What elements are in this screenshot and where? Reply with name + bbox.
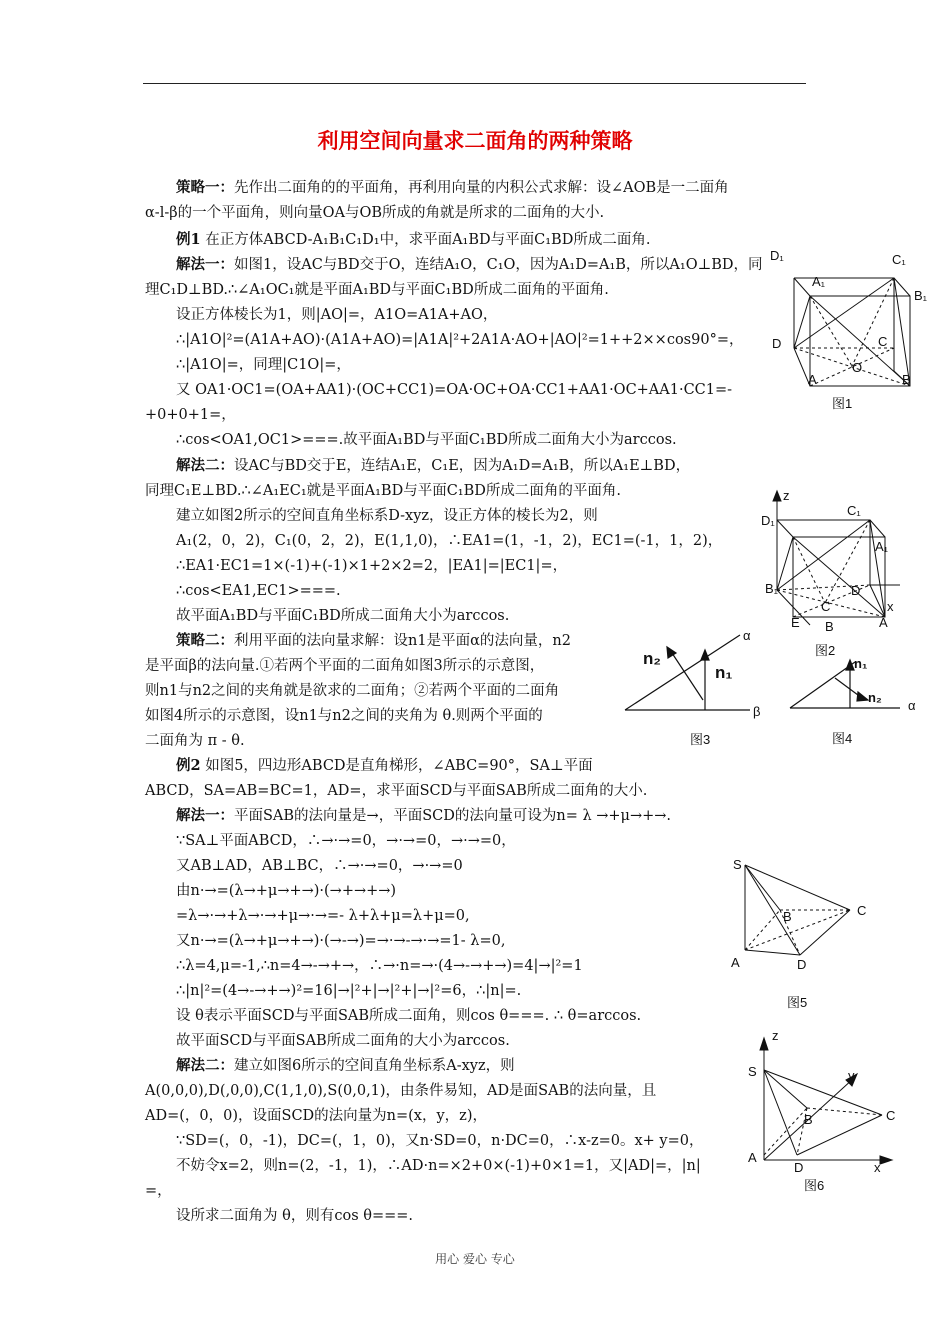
- figure-label: x: [874, 1160, 881, 1175]
- figure-label: B: [902, 372, 911, 387]
- figure-6: [742, 1030, 912, 1200]
- line-text: A₁(2，0，2)，C₁(0，2，2)，E(1,1,0)，∴EA1=(1，-1，2)，EC1=(-1，1，2)，: [176, 533, 723, 549]
- text-line: [176, 906, 470, 926]
- figure-label: B: [825, 619, 834, 634]
- figure-label: B: [804, 1112, 813, 1127]
- line-text: 平面SAB的法向量是→，平面SCD的法向量可设为n= λ →+μ→+→.: [234, 808, 672, 824]
- text-line: [176, 831, 516, 851]
- line-text: 二面角为 π - θ.: [145, 733, 245, 749]
- figure-5: [725, 855, 885, 1015]
- line-text: 设所求二面角为 θ，则有cos θ===.: [176, 1208, 414, 1224]
- text-line: [176, 178, 729, 198]
- figure-label: C: [857, 903, 867, 918]
- figure-label: A₁: [875, 539, 889, 554]
- figure-label: D₁: [761, 513, 775, 528]
- text-line: [176, 581, 341, 601]
- line-text: 利用平面的法向量求解：设n1是平面α的法向量，n2: [234, 633, 571, 649]
- line-text: ∵SD=(，0，-1)，DC=(，1，0)，又n·SD=0，n·DC=0，∴x-z=0。x+ y=0，: [176, 1133, 704, 1149]
- line-lead: 例1: [176, 231, 201, 248]
- page-footer: 用心 爱心 专心: [435, 1252, 515, 1266]
- figure-4-caption: 图4: [832, 731, 853, 746]
- line-lead: 解法一：: [176, 807, 234, 824]
- text-line: [176, 330, 743, 350]
- page-title: 利用空间向量求二面角的两种策略: [317, 129, 633, 153]
- line-text: 设正方体棱长为1，则|AO|=，A1O=A1A+AO，: [176, 307, 498, 323]
- line-text: 又 OA1·OC1=(OA+AA1)·(OC+CC1)=OA·OC+OA·CC1+AA1·OC+AA1·CC1=-: [176, 382, 733, 398]
- figure-label: D: [797, 957, 807, 972]
- text-line: [176, 1156, 701, 1176]
- line-text: +0+0+1=，: [145, 407, 236, 423]
- figure-label: O: [852, 360, 863, 375]
- line-text: 如图5，四边形ABCD是直角梯形，∠ABC=90°，SA⊥平面: [205, 758, 593, 774]
- text-line: [176, 1131, 704, 1151]
- figure-1: [770, 248, 930, 413]
- line-lead: 解法二：: [176, 1057, 234, 1074]
- line-lead: 例2: [176, 757, 201, 774]
- figure-label: E: [791, 615, 800, 630]
- line-text: =λ→·→+λ→·→+μ→·→=- λ+λ+μ=λ+μ=0,: [176, 908, 470, 924]
- line-text: 由n·→=(λ→+μ→+→)·(→+→+→): [176, 883, 397, 899]
- text-line: [145, 405, 236, 425]
- figure-label: A₁: [812, 274, 826, 289]
- line-text: 同理C₁E⊥BD.∴∠A₁EC₁就是平面A₁BD与平面C₁BD所成二面角的平面角.: [145, 483, 622, 499]
- line-text: 故平面A₁BD与平面C₁BD所成二面角大小为arccos.: [176, 608, 510, 624]
- text-line: [176, 931, 505, 951]
- figure-label: B₁: [765, 581, 779, 596]
- line-lead: 解法一：: [176, 256, 234, 273]
- figure-label: C: [886, 1108, 896, 1123]
- figure-4: [780, 650, 930, 750]
- figure-6-caption: 图6: [804, 1178, 825, 1193]
- figure-3: [615, 620, 765, 750]
- text-line: [176, 1206, 413, 1226]
- line-text: 在正方体ABCD-A₁B₁C₁D₁中，求平面A₁BD与平面C₁BD所成二面角.: [205, 232, 651, 248]
- line-text: 建立如图6所示的空间直角坐标系A-xyz，则: [234, 1058, 515, 1074]
- figure-label: D: [772, 336, 782, 351]
- figure-1-caption: 图1: [832, 396, 853, 411]
- figure-label: C₁: [892, 252, 906, 267]
- header-rule: [143, 83, 806, 84]
- figure-label: n₂: [643, 649, 661, 668]
- figure-label: C₁: [847, 503, 861, 518]
- line-text: α-l-β的一个平面角，则向量OA与OB所成的角就是所求的二面角的大小.: [145, 205, 605, 221]
- text-line: [176, 856, 463, 876]
- line-text: 则n1与n2之间的夹角就是欲求的二面角；②若两个平面的二面角: [145, 683, 560, 699]
- line-text: AD=(，0，0)，设面SCD的法向量为n=(x，y，z)，: [145, 1108, 487, 1124]
- line-lead: 解法二：: [176, 457, 234, 474]
- line-text: ∴EA1·EC1=1×(-1)+(-1)×1+2×2=2，|EA1|=|EC1|=，: [176, 558, 568, 574]
- text-line: [176, 956, 583, 976]
- figure-label: A: [731, 955, 740, 970]
- text-line: [145, 1181, 172, 1201]
- line-text: ∴cos<EA1,EC1>===.: [176, 583, 341, 599]
- text-line: [145, 1106, 487, 1126]
- text-line: [176, 380, 732, 400]
- text-line: [145, 1081, 656, 1101]
- figure-label: A: [748, 1150, 757, 1165]
- line-text: ∴|A1O|=，同理|C1O|=，: [176, 357, 351, 373]
- figure-label: n₁: [854, 656, 868, 671]
- figure-label: n₂: [868, 690, 882, 705]
- line-lead: 策略二：: [176, 632, 234, 649]
- text-line: [176, 631, 571, 651]
- line-text: 不妨令x=2，则n=(2，-1，1)，∴AD·n=×2+0×(-1)+0×1=1，又|AD|=，|n|: [176, 1158, 701, 1174]
- line-text: 如图1，设AC与BD交于O，连结A₁O，C₁O，因为A₁D=A₁B，所以A₁O⊥BD，同: [234, 257, 763, 273]
- text-line: [176, 756, 593, 776]
- figure-3-caption: 图3: [690, 732, 711, 747]
- text-line: [176, 430, 677, 450]
- line-text: ∴|A1O|²=(A1A+AO)·(A1A+AO)=|A1A|²+2A1A·AO+|AO|²=1++2××cos90°=，: [176, 332, 744, 348]
- text-line: [176, 255, 763, 275]
- line-text: ∵SA⊥平面ABCD，∴→·→=0，→·→=0，→·→=0，: [176, 833, 516, 849]
- text-line: [176, 981, 521, 1001]
- figure-label: B: [783, 909, 792, 924]
- text-line: [145, 781, 647, 801]
- figure-label: z: [772, 1028, 779, 1043]
- line-text: 设AC与BD交于E，连结A₁E，C₁E，因为A₁D=A₁B，所以A₁E⊥BD，: [234, 458, 691, 474]
- figure-label: B₁: [914, 288, 928, 303]
- text-line: [176, 456, 690, 476]
- text-line: [176, 305, 497, 325]
- text-line: [176, 881, 396, 901]
- figure-label: D: [851, 583, 861, 598]
- figure-label: α: [908, 698, 916, 713]
- line-text: 又n·→=(λ→+μ→+→)·(→-→)=→·→-→·→=1- λ=0,: [176, 933, 506, 949]
- figure-2-caption: 图2: [815, 643, 836, 658]
- figure-4-labels: [854, 656, 916, 713]
- text-line: [176, 1031, 510, 1051]
- text-line: [176, 230, 650, 250]
- line-text: 又AB⊥AD，AB⊥BC，∴→·→=0，→·→=0: [176, 858, 463, 874]
- figure-2: [755, 485, 935, 665]
- line-text: ABCD，SA=AB=BC=1，AD=，求平面SCD与平面SAB所成二面角的大小.: [145, 783, 648, 799]
- text-line: [145, 656, 544, 676]
- figure-label: n₁: [715, 663, 733, 682]
- line-text: ∴λ=4,μ=-1,∴n=4→-→+→，∴→·n=→·(4→-→+→)=4|→|²=1: [176, 958, 583, 974]
- text-line: [176, 531, 722, 551]
- figure-label: y: [848, 1068, 855, 1083]
- figure-label: D: [794, 1160, 804, 1175]
- figure-label: z: [783, 488, 790, 503]
- text-line: [176, 806, 671, 826]
- line-text: 设 θ表示平面SCD与平面SAB所成二面角，则cos θ===. ∴ θ=arccos.: [176, 1008, 642, 1024]
- text-line: [145, 681, 559, 701]
- text-line: [145, 706, 543, 726]
- line-text: ∴cos<OA1,OC1>===.故平面A₁BD与平面C₁BD所成二面角大小为arccos.: [176, 432, 677, 448]
- text-line: [145, 280, 609, 300]
- figure-label: A: [879, 615, 888, 630]
- line-text: =，: [145, 1183, 172, 1199]
- figure-label: S: [733, 857, 742, 872]
- line-text: 如图4所示的示意图，设n1与n2之间的夹角为 θ.则两个平面的: [145, 708, 543, 724]
- text-line: [176, 1056, 515, 1076]
- figure-label: A: [808, 372, 817, 387]
- text-line: [176, 556, 567, 576]
- text-line: [176, 1006, 641, 1026]
- line-text: 故平面SCD与平面SAB所成二面角的大小为arccos.: [176, 1033, 510, 1049]
- figure-label: β: [753, 704, 761, 719]
- line-text: ∴|n|²=(4→-→+→)²=16|→|²+|→|²+|→|²=6，∴|n|=.: [176, 983, 522, 999]
- text-line: [145, 731, 245, 751]
- line-text: 是平面β的法向量.①若两个平面的二面角如图3所示的示意图，: [145, 658, 545, 674]
- line-lead: 策略一：: [176, 179, 234, 196]
- text-line: [176, 506, 598, 526]
- figure-label: x: [887, 599, 894, 614]
- text-line: [145, 203, 604, 223]
- line-text: 先作出二面角的的平面角，再利用向量的内积公式求解：设∠AOB是一二面角: [234, 180, 729, 196]
- figure-5-caption: 图5: [787, 995, 808, 1010]
- figure-3-labels: [643, 628, 760, 719]
- line-text: 理C₁D⊥BD.∴∠A₁OC₁就是平面A₁BD与平面C₁BD所成二面角的平面角.: [145, 282, 609, 298]
- figure-6-labels: [748, 1028, 895, 1175]
- figure-label: C: [821, 599, 831, 614]
- figure-label: S: [748, 1064, 757, 1079]
- figure-label: D₁: [770, 248, 784, 263]
- figure-label: α: [743, 628, 751, 643]
- text-line: [145, 481, 621, 501]
- text-line: [176, 355, 351, 375]
- line-text: A(0,0,0),D(,0,0),C(1,1,0),S(0,0,1)，由条件易知，AD是面SAB的法向量，且: [145, 1083, 657, 1099]
- figure-label: C: [878, 334, 888, 349]
- figure-2-labels: [761, 488, 894, 634]
- line-text: 建立如图2所示的空间直角坐标系D-xyz，设正方体的棱长为2，则: [176, 508, 598, 524]
- text-line: [176, 606, 509, 626]
